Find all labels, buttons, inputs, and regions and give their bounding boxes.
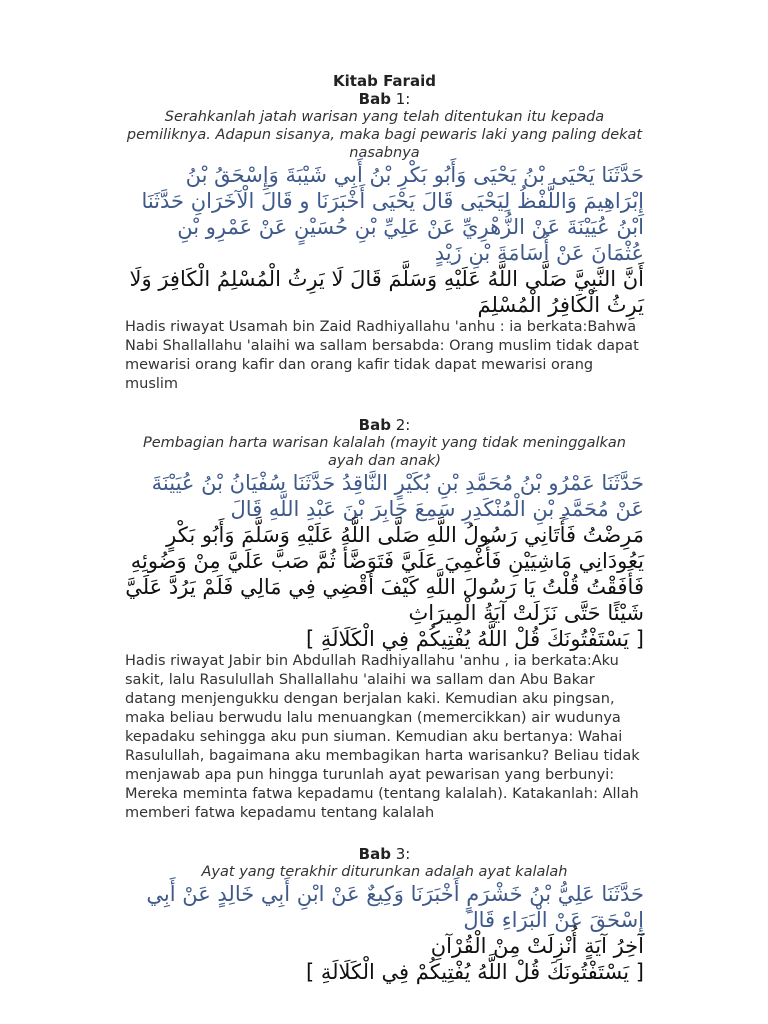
bab-2-subtitle: Pembagian harta warisan kalalah (mayit yang tidak meninggalkan ayah dan anak) (143, 435, 626, 469)
bab-number: 3: (395, 845, 411, 863)
bab-1-isnad-arabic: حَدَّثَنَا يَحْيَى بْنُ يَحْيَى وَأَبُو بَكْرِ بْنُ أَبِي شَيْبَةَ وَإِسْحَقُ بْنُ إِبْرَاهِيمَ وَاللَّفْظُ لِيَحْيَى قَالَ يَحْيَى أَخْبَرَنَا و قَالَ الْآخَرَانِ حَدَّثَنَا ابْنُ عُيَيْنَةَ عَنْ الزُّهْرِيِّ عَنْ عَلِيِّ بْنِ حُسَيْنٍ عَنْ عَمْرِو بْنِ عُثْمَانَ عَنْ أُسَامَةَ بْنِ زَيْدٍ (141, 163, 644, 265)
bab-3-ayah-arabic: [ يَسْتَفْتُونَكَ قُلْ اللَّهُ يُفْتِيكُمْ فِي الْكَلَالَةِ ] (305, 960, 644, 984)
bab-2-ayah-arabic: [ يَسْتَفْتُونَكَ قُلْ اللَّهُ يُفْتِيكُمْ فِي الْكَلَالَةِ ] (305, 627, 644, 651)
bab-2-matn-arabic: مَرِضْتُ فَأَتَانِي رَسُولُ اللَّهِ صَلَّى اللَّهُ عَلَيْهِ وَسَلَّمَ وَأَبُو بَكْرٍ يَعُودَانِي مَاشِيَيْنِ فَأُغْمِيَ عَلَيَّ فَتَوَضَّأَ ثُمَّ صَبَّ عَلَيَّ مِنْ وَضُوئِهِ فَأَفَقْتُ قُلْتُ يَا رَسُولَ اللَّهِ كَيْفَ أَقْضِي فِي مَالِي فَلَمْ يَرُدَّ عَلَيَّ شَيْئًا حَتَّى نَزَلَتْ آيَةُ الْمِيرَاثِ (125, 523, 644, 625)
bab-2-section (125, 416, 644, 823)
bab-3-isnad-arabic: حَدَّثَنَا عَلِيُّ بْنُ خَشْرَمٍ أَخْبَرَنَا وَكِيعٌ عَنْ ابْنِ أَبِي خَالِدٍ عَنْ أَبِي إِسْحَقَ عَنْ الْبَرَاءِ قَالَ (146, 882, 644, 932)
document-title: Kitab Faraid (333, 72, 436, 90)
bab-1-matn-arabic: أَنَّ النَّبِيَّ صَلَّى اللَّهُ عَلَيْهِ وَسَلَّمَ قَالَ لَا يَرِثُ الْمُسْلِمُ الْكَافِرَ وَلَا يَرِثُ الْكَافِرُ الْمُسْلِمَ (129, 267, 644, 317)
bab-3-heading (125, 845, 644, 863)
bab-label: Bab (358, 845, 391, 863)
bab-2-translation: Hadis riwayat Jabir bin Abdullah Radhiyallahu 'anhu , ia berkata:Aku sakit, lalu Rasulullah Shallallahu 'alaihi wa sallam dan Abu Bakar datang menjengukku dengan berjalan kaki. Kemudian aku pingsan, maka beliau berwudu lalu menuangkan (memercikkan) air wudunya kepadaku sehingga aku pun siuman. Kemudian aku bertanya: Wahai Rasulullah, bagaimana aku membagikan harta warisanku? Beliau tidak menjawab apa pun hingga turunlah ayat pewarisan yang berbunyi: Mereka meminta fatwa kepadamu (tentang kalalah). Katakanlah: Allah memberi fatwa kepadamu tentang kalalah (125, 653, 640, 821)
bab-3-subtitle: Ayat yang terakhir diturunkan adalah ayat kalalah (201, 864, 568, 880)
bab-2-isnad-arabic: حَدَّثَنَا عَمْرُو بْنُ مُحَمَّدِ بْنِ بُكَيْرٍ النَّاقِدُ حَدَّثَنَا سُفْيَانُ بْنُ عُيَيْنَةَ عَنْ مُحَمَّدِ بْنِ الْمُنْكَدِرِ سَمِعَ جَابِرَ بْنَ عَبْدِ اللَّهِ قَالَ (151, 471, 644, 521)
bab-label: Bab (358, 416, 391, 434)
bab-1-translation: Hadis riwayat Usamah bin Zaid Radhiyallahu 'anhu : ia berkata:Bahwa Nabi Shallallahu 'alaihi wa sallam bersabda: Orang muslim tidak dapat mewarisi orang kafir dan orang kafir tidak dapat mewarisi orang muslim (125, 319, 639, 392)
bab-1-subtitle: Serahkanlah jatah warisan yang telah ditentukan itu kepada pemiliknya. Adapun sisanya, maka bagi pewaris laki yang paling dekat nasabnya (126, 109, 643, 161)
bab-1-section (125, 90, 644, 394)
bab-2-heading (125, 416, 644, 434)
bab-number: 1: (395, 90, 411, 108)
bab-number: 2: (395, 416, 411, 434)
bab-1-heading (125, 90, 644, 108)
bab-label: Bab (358, 90, 391, 108)
bab-3-matn-arabic: آخِرُ آيَةٍ أُنْزِلَتْ مِنْ الْقُرْآنِ (430, 934, 644, 958)
bab-3-section (125, 845, 644, 985)
